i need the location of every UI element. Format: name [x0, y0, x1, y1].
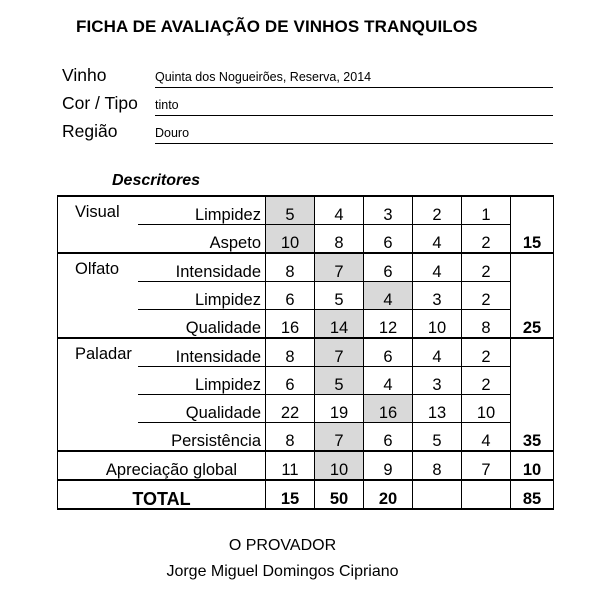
score-cell: 3 — [364, 196, 413, 225]
score-cell: 7 — [315, 423, 364, 452]
score-cell: 4 — [364, 282, 413, 310]
score-cell: 4 — [413, 225, 462, 254]
criterion-cell: Persistência — [138, 423, 266, 452]
field-vinho — [62, 64, 553, 88]
score-cell: 4 — [462, 423, 511, 452]
score-cell: 10 — [413, 310, 462, 339]
score-cell: 19 — [315, 395, 364, 423]
score-cell: 7 — [315, 338, 364, 367]
score-cell: 6 — [364, 253, 413, 282]
section-total-paladar: 35 — [511, 423, 554, 452]
total-column: 50 — [315, 480, 364, 509]
field-label: Região — [62, 121, 118, 141]
provador-label: O PROVADOR — [228, 537, 337, 554]
field-label: Vinho — [62, 65, 107, 85]
score-cell: 5 — [413, 423, 462, 452]
section-total-global: 10 — [511, 451, 554, 480]
score-cell: 2 — [462, 282, 511, 310]
score-cell: 2 — [462, 225, 511, 254]
field-value: Douro — [155, 125, 553, 144]
score-cell: 10 — [266, 225, 315, 254]
score-cell: 22 — [266, 395, 315, 423]
score-cell: 8 — [413, 451, 462, 480]
score-cell: 9 — [364, 451, 413, 480]
score-cell: 6 — [364, 225, 413, 254]
table-row — [58, 451, 554, 480]
category-apreciacao-global: Apreciação global — [58, 451, 266, 480]
score-cell: 1 — [462, 196, 511, 225]
score-cell: 5 — [266, 196, 315, 225]
field-label: Cor / Tipo — [62, 93, 138, 113]
criterion-cell: Limpidez — [138, 282, 266, 310]
table-row — [58, 196, 554, 225]
page-title: FICHA DE AVALIAÇÃO DE VINHOS TRANQUILOS — [76, 17, 478, 36]
total-column: 15 — [266, 480, 315, 509]
score-cell: 8 — [266, 338, 315, 367]
total-label: TOTAL — [58, 480, 266, 509]
category-paladar: Paladar — [58, 338, 138, 451]
score-cell: 2 — [462, 367, 511, 395]
score-cell: 2 — [462, 253, 511, 282]
criterion-cell: Limpidez — [138, 367, 266, 395]
total-column: 20 — [364, 480, 413, 509]
grand-total: 85 — [511, 480, 554, 509]
score-cell: 5 — [315, 282, 364, 310]
total-column — [462, 480, 511, 509]
category-visual: Visual — [58, 196, 138, 253]
score-cell: 2 — [462, 338, 511, 367]
field-regiao — [62, 120, 553, 144]
field-value: Quinta dos Nogueirões, Reserva, 2014 — [155, 69, 553, 88]
score-cell: 4 — [315, 196, 364, 225]
field-cor-tipo — [62, 92, 553, 116]
score-cell: 13 — [413, 395, 462, 423]
score-cell: 16 — [364, 395, 413, 423]
score-cell: 11 — [266, 451, 315, 480]
criterion-cell: Aspeto — [138, 225, 266, 254]
section-total-visual: 15 — [511, 225, 554, 254]
table-row — [58, 253, 554, 282]
section-total-spacer — [511, 338, 554, 423]
score-cell: 4 — [413, 253, 462, 282]
score-cell: 4 — [413, 338, 462, 367]
criterion-cell: Intensidade — [138, 338, 266, 367]
score-cell: 8 — [315, 225, 364, 254]
score-cell: 5 — [315, 367, 364, 395]
evaluation-table — [57, 195, 554, 510]
score-cell: 8 — [266, 253, 315, 282]
score-cell: 10 — [462, 395, 511, 423]
score-cell: 6 — [266, 282, 315, 310]
score-cell: 7 — [315, 253, 364, 282]
section-total-spacer — [511, 253, 554, 310]
score-cell: 6 — [266, 367, 315, 395]
score-cell: 10 — [315, 451, 364, 480]
provador-name: Jorge Miguel Domingos Cipriano — [166, 563, 399, 580]
score-cell: 3 — [413, 367, 462, 395]
score-cell: 16 — [266, 310, 315, 339]
score-cell: 8 — [266, 423, 315, 452]
table-row — [58, 338, 554, 367]
score-cell: 12 — [364, 310, 413, 339]
score-cell: 6 — [364, 338, 413, 367]
score-cell: 14 — [315, 310, 364, 339]
table-row-total — [58, 480, 554, 509]
section-total-olfato: 25 — [511, 310, 554, 339]
score-cell: 8 — [462, 310, 511, 339]
category-olfato: Olfato — [58, 253, 138, 338]
total-column — [413, 480, 462, 509]
score-cell: 2 — [413, 196, 462, 225]
criterion-cell: Qualidade — [138, 395, 266, 423]
descritores-heading: Descritores — [112, 172, 201, 189]
score-cell: 6 — [364, 423, 413, 452]
criterion-cell: Qualidade — [138, 310, 266, 339]
section-total-spacer — [511, 196, 554, 225]
score-cell: 4 — [364, 367, 413, 395]
criterion-cell: Limpidez — [138, 196, 266, 225]
criterion-cell: Intensidade — [138, 253, 266, 282]
score-cell: 7 — [462, 451, 511, 480]
score-cell: 3 — [413, 282, 462, 310]
field-value: tinto — [155, 97, 553, 116]
